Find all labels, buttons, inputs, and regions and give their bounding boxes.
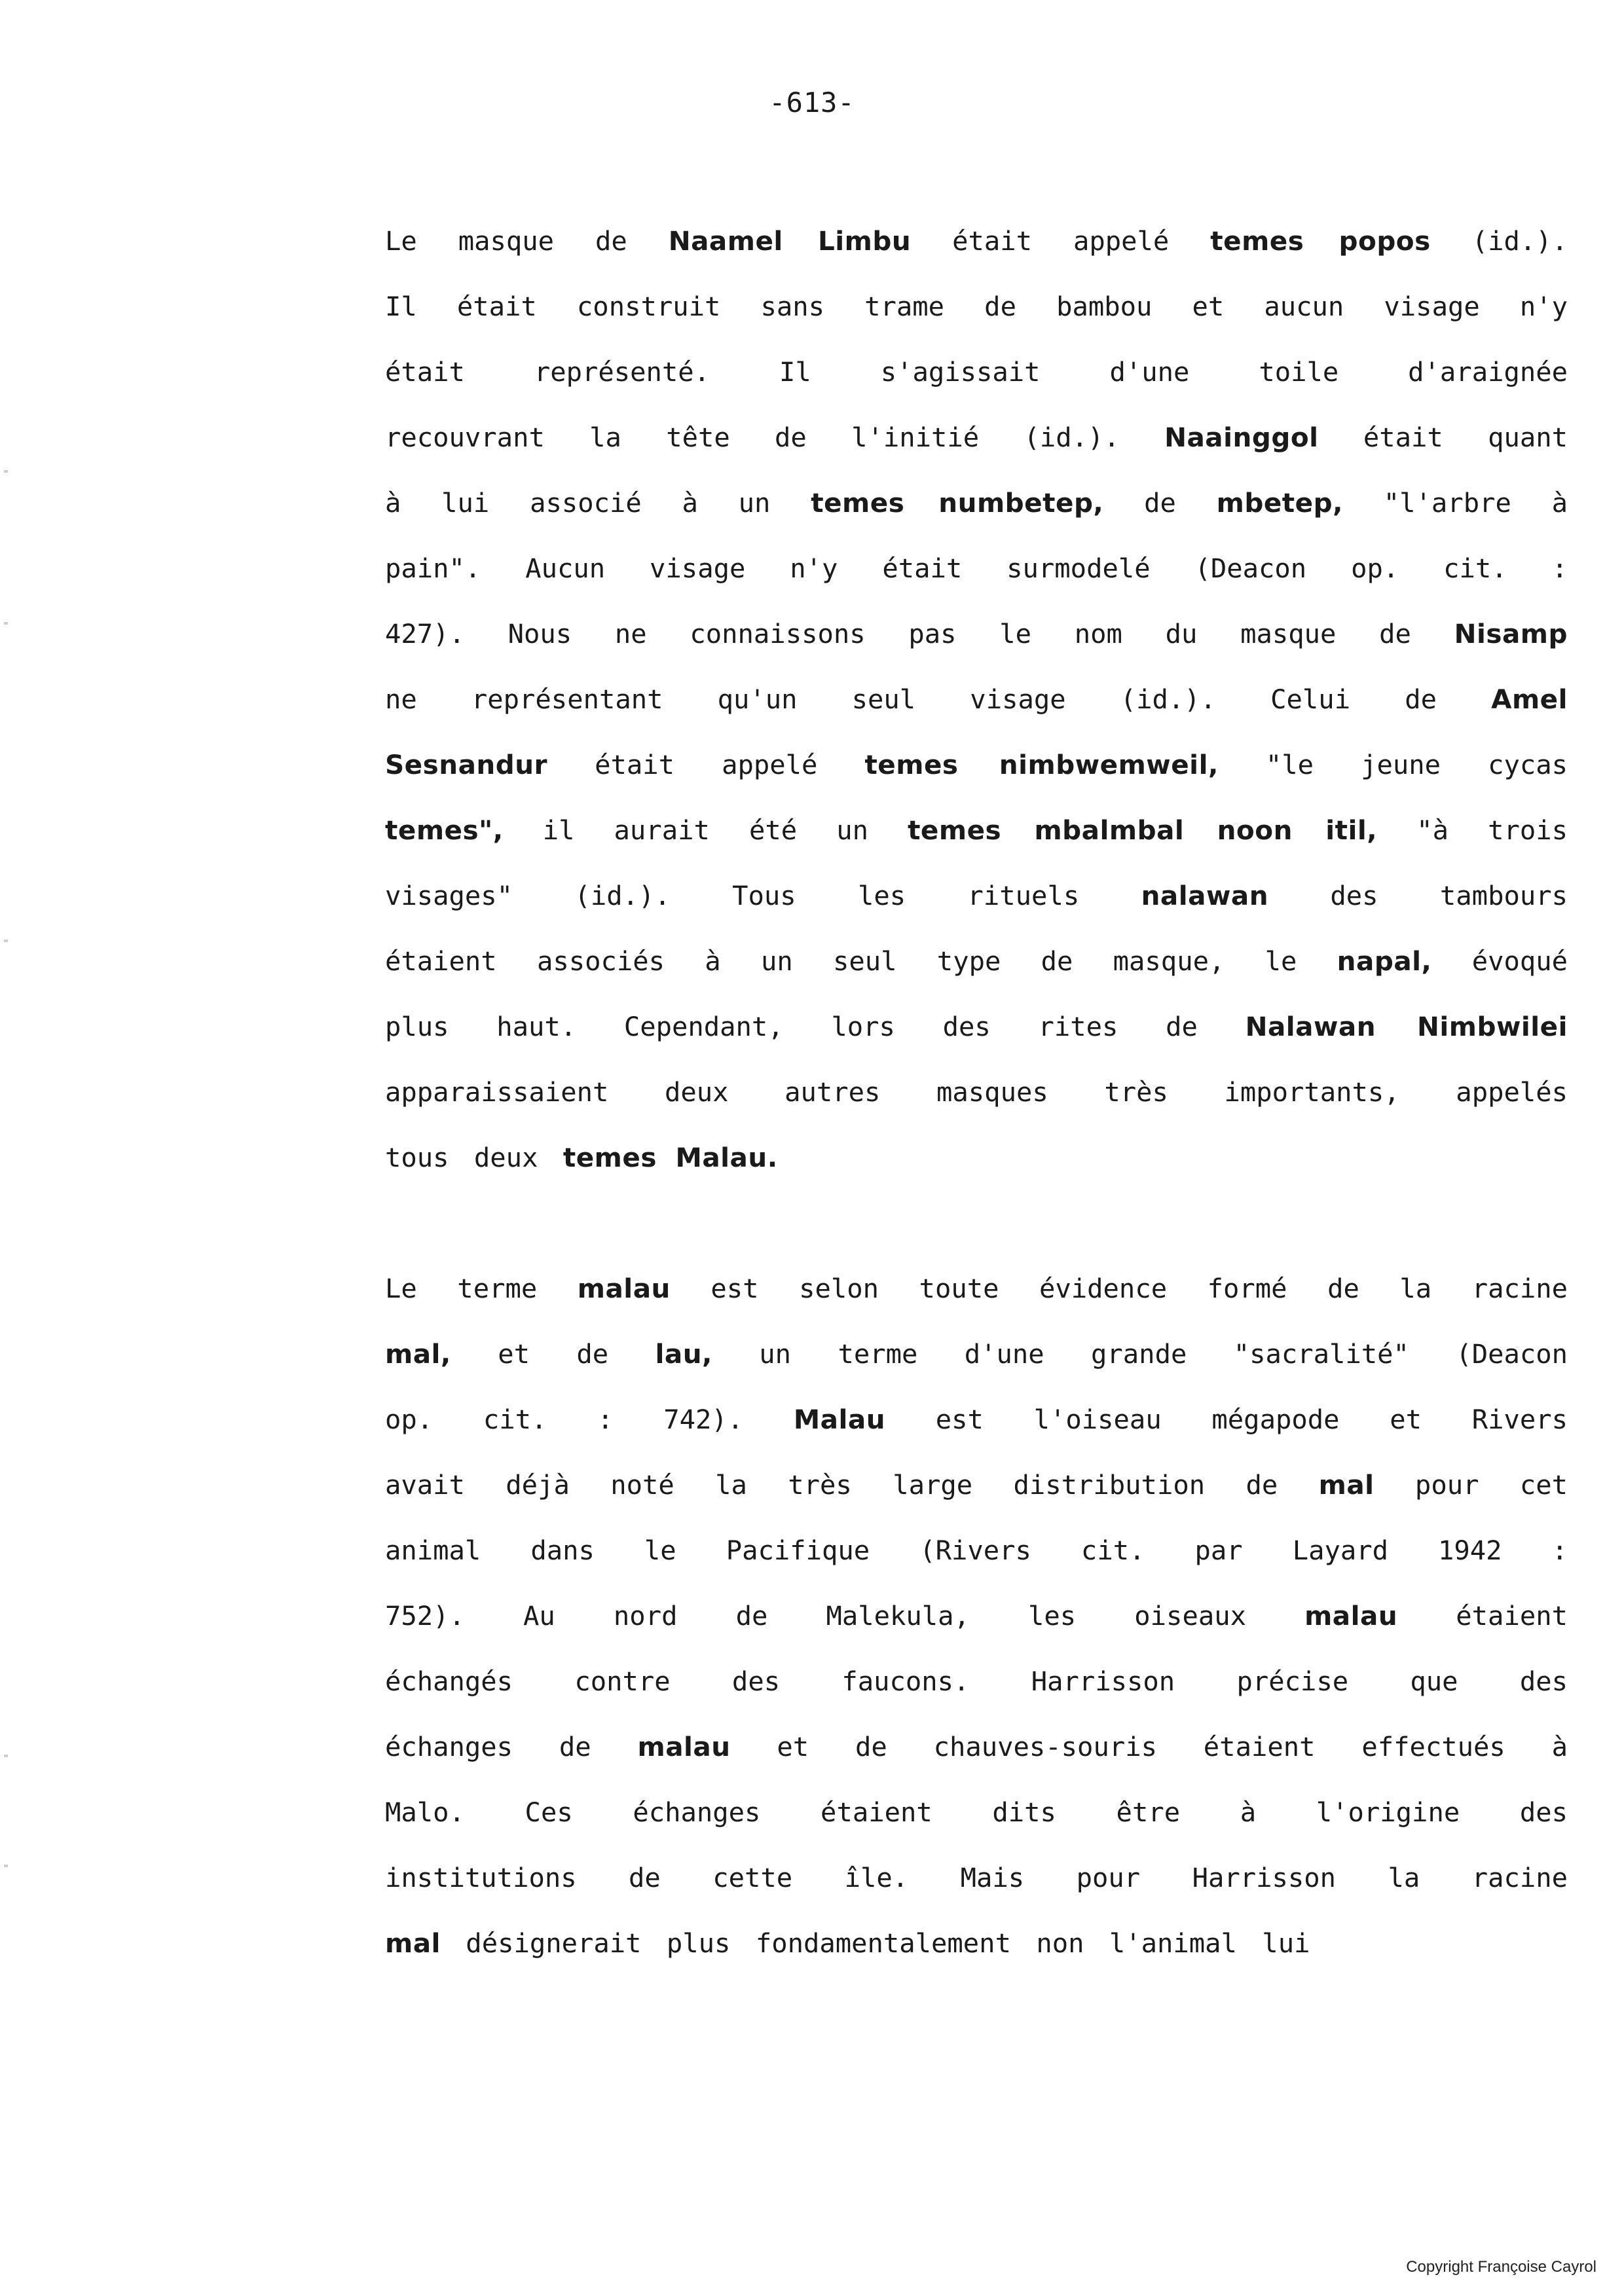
text-line <box>385 601 1568 666</box>
paragraph-2 <box>385 1256 1568 1976</box>
text-run: apparaissaient deux autres masques très importants, appelés <box>385 1076 1568 1108</box>
text-line <box>385 208 1568 274</box>
text-line <box>385 863 1568 928</box>
text-line <box>385 1387 1568 1452</box>
text-run: plus haut. Cependant, lors des rites de <box>385 1011 1246 1042</box>
bold-term: temes Malau. <box>563 1142 778 1173</box>
text-run: étaient <box>1397 1600 1568 1631</box>
text-run: animal dans le Pacifique (Rivers cit. par Layard 1942 : <box>385 1535 1568 1566</box>
bold-term: Amel <box>1491 683 1568 715</box>
text-run: et de chauves-souris étaient effectués à <box>730 1731 1568 1762</box>
text-run: "l'arbre à <box>1343 487 1568 519</box>
text-run: était quant <box>1318 422 1568 453</box>
scan-speck <box>4 622 8 625</box>
text-run: évoqué <box>1431 945 1568 977</box>
text-run: 752). Au nord de Malekula, les oiseaux <box>385 1600 1305 1631</box>
text-run: institutions de cette île. Mais pour Harrisson la racine <box>385 1862 1568 1893</box>
text-line <box>385 797 1568 863</box>
text-run: était appelé <box>911 225 1211 257</box>
text-line <box>385 666 1568 732</box>
bold-term: Naainggol <box>1164 422 1319 453</box>
bold-term: malau <box>637 1731 731 1762</box>
text-line <box>385 339 1568 405</box>
text-run: recouvrant la tête de l'initié (id.). <box>385 422 1165 453</box>
text-line <box>385 1125 1568 1190</box>
bold-term: lau, <box>655 1338 712 1370</box>
bold-term: mal, <box>385 1338 451 1370</box>
text-run: est selon toute évidence formé de la racine <box>670 1273 1568 1304</box>
text-run: il aurait été un <box>503 814 908 846</box>
text-line <box>385 405 1568 470</box>
text-line <box>385 928 1568 994</box>
text-line <box>385 1910 1568 1976</box>
text-line <box>385 1779 1568 1845</box>
bold-term: malau <box>577 1273 671 1304</box>
text-line <box>385 470 1568 536</box>
scan-speck <box>4 1865 8 1867</box>
bold-term: Sesnandur <box>385 749 548 780</box>
bold-term: napal, <box>1337 945 1432 977</box>
text-run: des tambours <box>1268 880 1568 911</box>
scan-speck <box>4 1755 8 1757</box>
text-run: Le masque de <box>385 225 669 257</box>
text-run: désignerait plus fondamentalement non l'animal lui <box>440 1927 1310 1959</box>
bold-term: malau <box>1304 1600 1398 1631</box>
bold-term: temes numbetep, <box>811 487 1104 519</box>
bold-term: Malau <box>793 1404 886 1435</box>
text-run: visages" (id.). Tous les rituels <box>385 880 1141 911</box>
text-run: de <box>1103 487 1217 519</box>
copyright-footer: Copyright Françoise Cayrol <box>1406 2258 1596 2276</box>
text-run: était représenté. Il s'agissait d'une toile d'araignée <box>385 356 1568 388</box>
bold-term: Nisamp <box>1454 618 1568 649</box>
text-run: "à trois <box>1377 814 1568 846</box>
text-run: est l'oiseau mégapode et Rivers <box>885 1404 1568 1435</box>
bold-term: temes", <box>385 814 504 846</box>
text-run: étaient associés à un seul type de masque, le <box>385 945 1337 977</box>
bold-term: mbetep, <box>1216 487 1344 519</box>
text-run: (id.). <box>1430 225 1568 257</box>
text-run: op. cit. : 742). <box>385 1404 794 1435</box>
text-run: Le terme <box>385 1273 578 1304</box>
text-line <box>385 1518 1568 1583</box>
text-run: à lui associé à un <box>385 487 811 519</box>
text-run: ne représentant qu'un seul visage (id.). Celui de <box>385 683 1492 715</box>
text-run: pour cet <box>1374 1469 1568 1501</box>
bold-term: mal <box>1318 1469 1375 1501</box>
bold-term: Naamel Limbu <box>668 225 912 257</box>
text-run: un terme d'une grande "sacralité" (Deacon <box>712 1338 1568 1370</box>
text-run: 427). Nous ne connaissons pas le nom du masque de <box>385 618 1454 649</box>
text-line <box>385 994 1568 1059</box>
bold-term: temes mbalmbal noon itil, <box>908 814 1378 846</box>
text-line <box>385 1321 1568 1387</box>
text-run: était appelé <box>547 749 865 780</box>
text-run: Il était construit sans trame de bambou et aucun visage n'y <box>385 291 1568 322</box>
text-run: Malo. Ces échanges étaient dits être à l'origine des <box>385 1796 1568 1828</box>
paragraph-1 <box>385 208 1568 1190</box>
text-line <box>385 1845 1568 1910</box>
text-line <box>385 1583 1568 1649</box>
text-run: et de <box>451 1338 655 1370</box>
text-run: échangés contre des faucons. Harrisson précise que des <box>385 1666 1568 1697</box>
scan-speck <box>4 939 8 942</box>
text-line <box>385 536 1568 601</box>
bold-term: temes nimbwemweil, <box>864 749 1219 780</box>
text-run: tous deux <box>385 1142 563 1173</box>
text-run: avait déjà noté la très large distribution de <box>385 1469 1319 1501</box>
scan-speck <box>4 470 8 473</box>
text-line <box>385 274 1568 339</box>
bold-term: mal <box>385 1927 441 1959</box>
text-line <box>385 1649 1568 1714</box>
bold-term: nalawan <box>1141 880 1269 911</box>
text-run: "le jeune cycas <box>1218 749 1568 780</box>
text-line <box>385 1452 1568 1518</box>
text-line <box>385 1256 1568 1321</box>
text-run: pain". Aucun visage n'y était surmodelé (Deacon op. cit. : <box>385 553 1568 584</box>
text-line <box>385 1714 1568 1779</box>
text-line <box>385 732 1568 797</box>
page-number: -613- <box>769 86 855 118</box>
bold-term: Nalawan Nimbwilei <box>1245 1011 1568 1042</box>
text-run: échanges de <box>385 1731 638 1762</box>
text-line <box>385 1059 1568 1125</box>
bold-term: temes popos <box>1210 225 1431 257</box>
